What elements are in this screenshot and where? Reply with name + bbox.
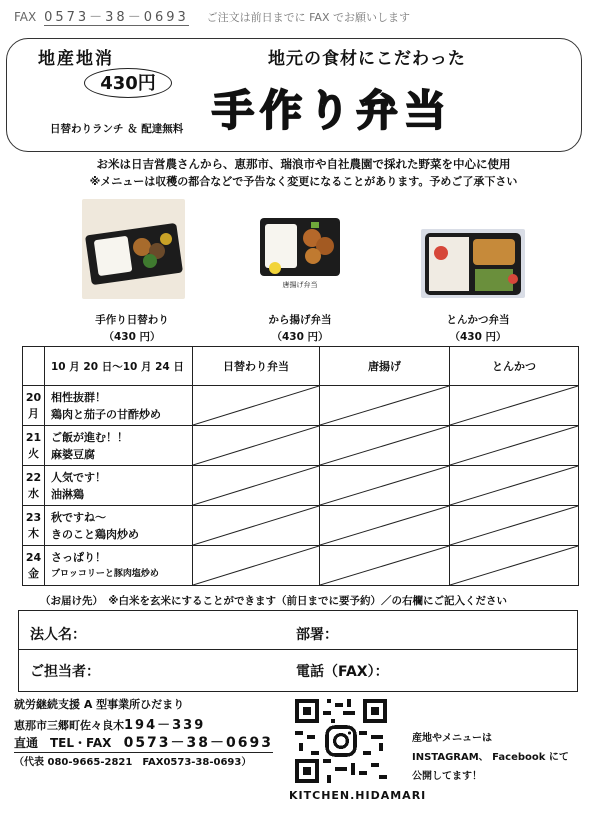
product-karaage-price: （430 円） — [271, 331, 329, 343]
main-phone: （代表 080-9665-2821 FAX0573-38-0693） — [14, 757, 252, 768]
page-title: 手作り弁当 — [212, 86, 453, 135]
order-table — [22, 346, 579, 586]
direct-label: 直通 TEL・FAX — [14, 736, 112, 750]
order-cell-daily[interactable] — [193, 506, 320, 546]
menu-change-note: ※メニューは収穫の都合などで予告なく変更になることがあります。予めご了承下さい — [89, 175, 518, 188]
header-tonkatsu: とんかつ — [450, 347, 579, 386]
org-address — [14, 714, 205, 733]
local-production-label: 地産地消 — [38, 49, 114, 69]
banner-heading: 地元の食材にこだわった — [268, 49, 466, 69]
table-row — [23, 466, 579, 506]
dish-cell: ご飯が進む！！ 麻婆豆腐 — [45, 426, 193, 466]
direct-number: 0573－38－0693 — [123, 735, 273, 751]
org-name: 就労継続支援 A 型事業所ひだまり — [14, 698, 185, 711]
form-divider — [18, 649, 578, 650]
table-header-row — [23, 347, 579, 386]
address-number: 194－339 — [124, 718, 206, 733]
dish-cell: さっぱり！ ブロッコリーと豚肉塩炒め — [45, 546, 193, 586]
contact-person-field[interactable]: ご担当者： — [30, 664, 100, 680]
product-tonkatsu-name: とんかつ弁当 — [446, 314, 510, 326]
day-cell: 24 金 — [23, 546, 45, 586]
address-prefix: 恵那市三郷町佐々良木 — [14, 719, 124, 732]
order-cell-daily[interactable] — [193, 386, 320, 426]
sns-account-label: KITCHEN.HIDAMARI — [289, 789, 427, 802]
order-cell-daily[interactable] — [193, 466, 320, 506]
product-karaage-name: から揚げ弁当 — [268, 314, 332, 326]
rice-source-note: お米は日吉営農さんから、恵那市、瑞浪市や自社農園で採れた野菜を中心に使用 — [96, 157, 511, 171]
photo-karaage-bento — [257, 210, 343, 298]
header-karaage: 唐揚げ — [320, 347, 450, 386]
order-cell-tonkatsu[interactable] — [450, 506, 579, 546]
order-cell-karaage[interactable] — [320, 506, 450, 546]
direct-line — [14, 732, 273, 753]
fax-header — [14, 6, 410, 25]
dish-cell: 相性抜群！ 鶏肉と茄子の甘酢炒め — [45, 386, 193, 426]
order-cell-karaage[interactable] — [320, 466, 450, 506]
order-cell-karaage[interactable] — [320, 546, 450, 586]
product-daily-name: 手作り日替わり — [95, 314, 169, 326]
fax-number: 0573－38－0693 — [44, 10, 189, 25]
daily-lunch-label: 日替わりランチ ＆ 配達無料 — [50, 123, 184, 135]
order-cell-tonkatsu[interactable] — [450, 386, 579, 426]
order-cell-tonkatsu[interactable] — [450, 546, 579, 586]
header-blank — [23, 347, 45, 386]
sns-note-line2: INSTAGRAM、 Facebook にて — [412, 752, 569, 763]
day-cell: 23 木 — [23, 506, 45, 546]
dish-cell: 秋ですね～ きのこと鶏肉炒め — [45, 506, 193, 546]
fax-prefix: FAX — [14, 10, 37, 24]
company-field[interactable]: 法人名： — [30, 627, 86, 643]
order-cell-karaage[interactable] — [320, 386, 450, 426]
product-daily-price: （430 円） — [103, 331, 161, 343]
department-field[interactable]: 部署： — [296, 627, 338, 643]
table-row — [23, 426, 579, 466]
table-row — [23, 546, 579, 586]
order-cell-daily[interactable] — [193, 546, 320, 586]
instagram-qr-code[interactable] — [295, 699, 387, 783]
header-date-range: 10 月 20 日～10 月 24 日 — [45, 347, 193, 386]
order-cell-tonkatsu[interactable] — [450, 426, 579, 466]
delivery-note: （お届け先） ※白米を玄米にすることができます（前日までに要予約）／の右欄にご記入ください — [40, 595, 507, 607]
phone-fax-field[interactable]: 電話（FAX）： — [296, 664, 389, 680]
day-cell: 20 月 — [23, 386, 45, 426]
order-cell-tonkatsu[interactable] — [450, 466, 579, 506]
photo-tonkatsu-bento — [421, 229, 525, 298]
day-cell: 21 火 — [23, 426, 45, 466]
photo-daily-bento — [82, 199, 185, 299]
day-cell: 22 水 — [23, 466, 45, 506]
price-oval: 430円 — [84, 68, 172, 98]
sns-note-line3: 公開してます！ — [412, 771, 482, 782]
table-row — [23, 506, 579, 546]
order-cell-daily[interactable] — [193, 426, 320, 466]
dish-cell: 人気です！ 油淋鶏 — [45, 466, 193, 506]
product-tonkatsu-price: （430 円） — [449, 331, 507, 343]
sns-note-line1: 産地やメニューは — [412, 733, 492, 744]
header-daily: 日替わり弁当 — [193, 347, 320, 386]
order-note: ご注文は前日までに FAX でお願いします — [206, 11, 410, 24]
order-cell-karaage[interactable] — [320, 426, 450, 466]
karaage-photo-label: 唐揚げ弁当 — [282, 281, 318, 289]
table-row — [23, 386, 579, 426]
